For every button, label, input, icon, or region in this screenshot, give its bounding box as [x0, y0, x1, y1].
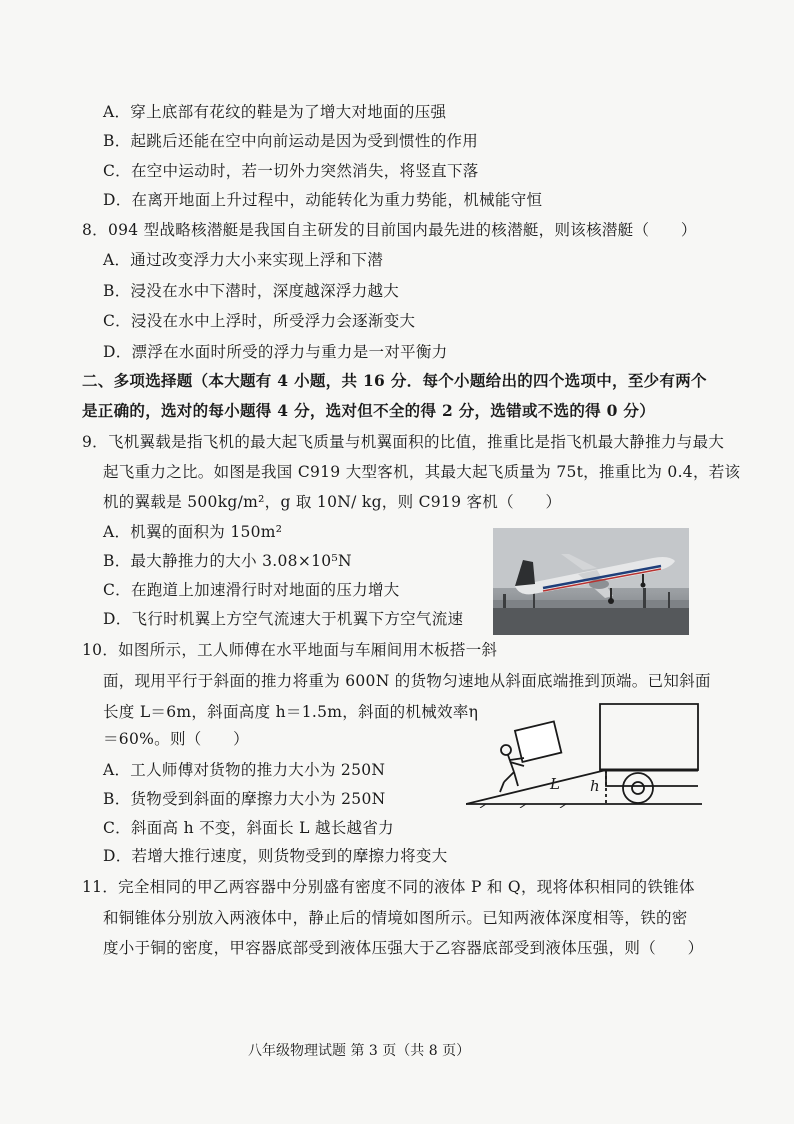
q10-stem-line4: ＝60%。则（ ）	[103, 730, 249, 748]
q11-stem-line3: 度小于铜的密度，甲容器底部受到液体压强大于乙容器底部受到液体压强，则（ ）	[103, 939, 704, 957]
q8-option-a: A．通过改变浮力大小来实现上浮和下潜	[103, 251, 384, 269]
q10-stem-line1: 10．如图所示，工人师傅在水平地面与车厢间用木板搭一斜	[82, 641, 498, 659]
page-footer: 八年级物理试题 第 3 页（共 8 页）	[248, 1043, 471, 1059]
section2-heading-line1: 二、多项选择题（本大题有 4 小题，共 16 分．每个小题给出的四个选项中，至少有两个	[82, 371, 707, 390]
q10-option-a: A．工人师傅对货物的推力大小为 250N	[103, 761, 386, 779]
q10-stem-line3: 长度 L＝6m，斜面高度 h＝1.5m，斜面的机械效率η	[103, 703, 479, 721]
q9-stem-line2: 起飞重力之比。如图是我国 C919 大型客机，其最大起飞质量为 75t，推重比为 0.4，若该	[103, 463, 741, 481]
q7-option-b: B．起跳后还能在空中向前运动是因为受到惯性的作用	[103, 132, 479, 150]
q9-option-c: C．在跑道上加速滑行时对地面的压力增大	[103, 581, 400, 599]
truck-box	[600, 704, 698, 770]
c919-airplane-photo	[493, 528, 689, 635]
q10-stem-line2: 面，现用平行于斜面的推力将重为 600N 的货物匀速地从斜面底端推到顶端。已知斜面	[103, 672, 711, 690]
q8-stem: 8．094 型战略核潜艇是我国自主研发的目前国内最先进的核潜艇，则该核潜艇（ ）	[82, 221, 697, 239]
label-h: h	[590, 777, 600, 795]
truck-wheel	[623, 773, 653, 803]
ramp-incline	[466, 770, 606, 804]
q10-option-d: D．若增大推行速度，则货物受到的摩擦力将变大	[103, 847, 448, 865]
q10-option-b: B．货物受到斜面的摩擦力大小为 250N	[103, 790, 386, 808]
cargo-box	[515, 721, 561, 762]
airplane-image	[493, 528, 689, 635]
q7-option-d: D．在离开地面上升过程中，动能转化为重力势能，机械能守恒	[103, 191, 543, 209]
q11-stem-line2: 和铜锥体分别放入两液体中，静止后的情境如图所示。已知两液体深度相等，铁的密	[103, 909, 688, 927]
q9-stem-line1: 9．飞机翼载是指飞机的最大起飞质量与机翼面积的比值，推重比是指飞机最大静推力与最大	[82, 433, 725, 451]
q10-option-c: C．斜面高 h 不变，斜面长 L 越长越省力	[103, 819, 394, 837]
q11-stem-line1: 11．完全相同的甲乙两容器中分别盛有密度不同的液体 P 和 Q，现将体积相同的铁锥体	[82, 878, 695, 896]
section2-heading-line2: 是正确的，选对的每小题得 4 分，选对但不全的得 2 分，选错或不选的得 0 分）	[82, 401, 656, 420]
q9-stem-line3: 机的翼载是 500kg/m²，g 取 10N/ kg，则 C919 客机（ ）	[103, 493, 562, 511]
q7-option-a: A．穿上底部有花纹的鞋是为了增大对地面的压强	[103, 103, 447, 121]
label-L: L	[550, 775, 560, 793]
q7-option-c: C．在空中运动时，若一切外力突然消失，将竖直下落	[103, 162, 479, 180]
q8-option-c: C．浸没在水中上浮时，所受浮力会逐渐变大	[103, 312, 416, 330]
q8-option-d: D．漂浮在水面时所受的浮力与重力是一对平衡力	[103, 343, 448, 361]
ramp-truck-figure	[466, 700, 702, 808]
q9-option-d: D．飞行时机翼上方空气流速大于机翼下方空气流速	[103, 610, 464, 628]
q9-option-b: B．最大静推力的大小 3.08×10⁵N	[103, 552, 352, 570]
q8-option-b: B．浸没在水中下潜时，深度越深浮力越大	[103, 282, 400, 300]
q9-option-a: A．机翼的面积为 150m²	[103, 523, 283, 541]
